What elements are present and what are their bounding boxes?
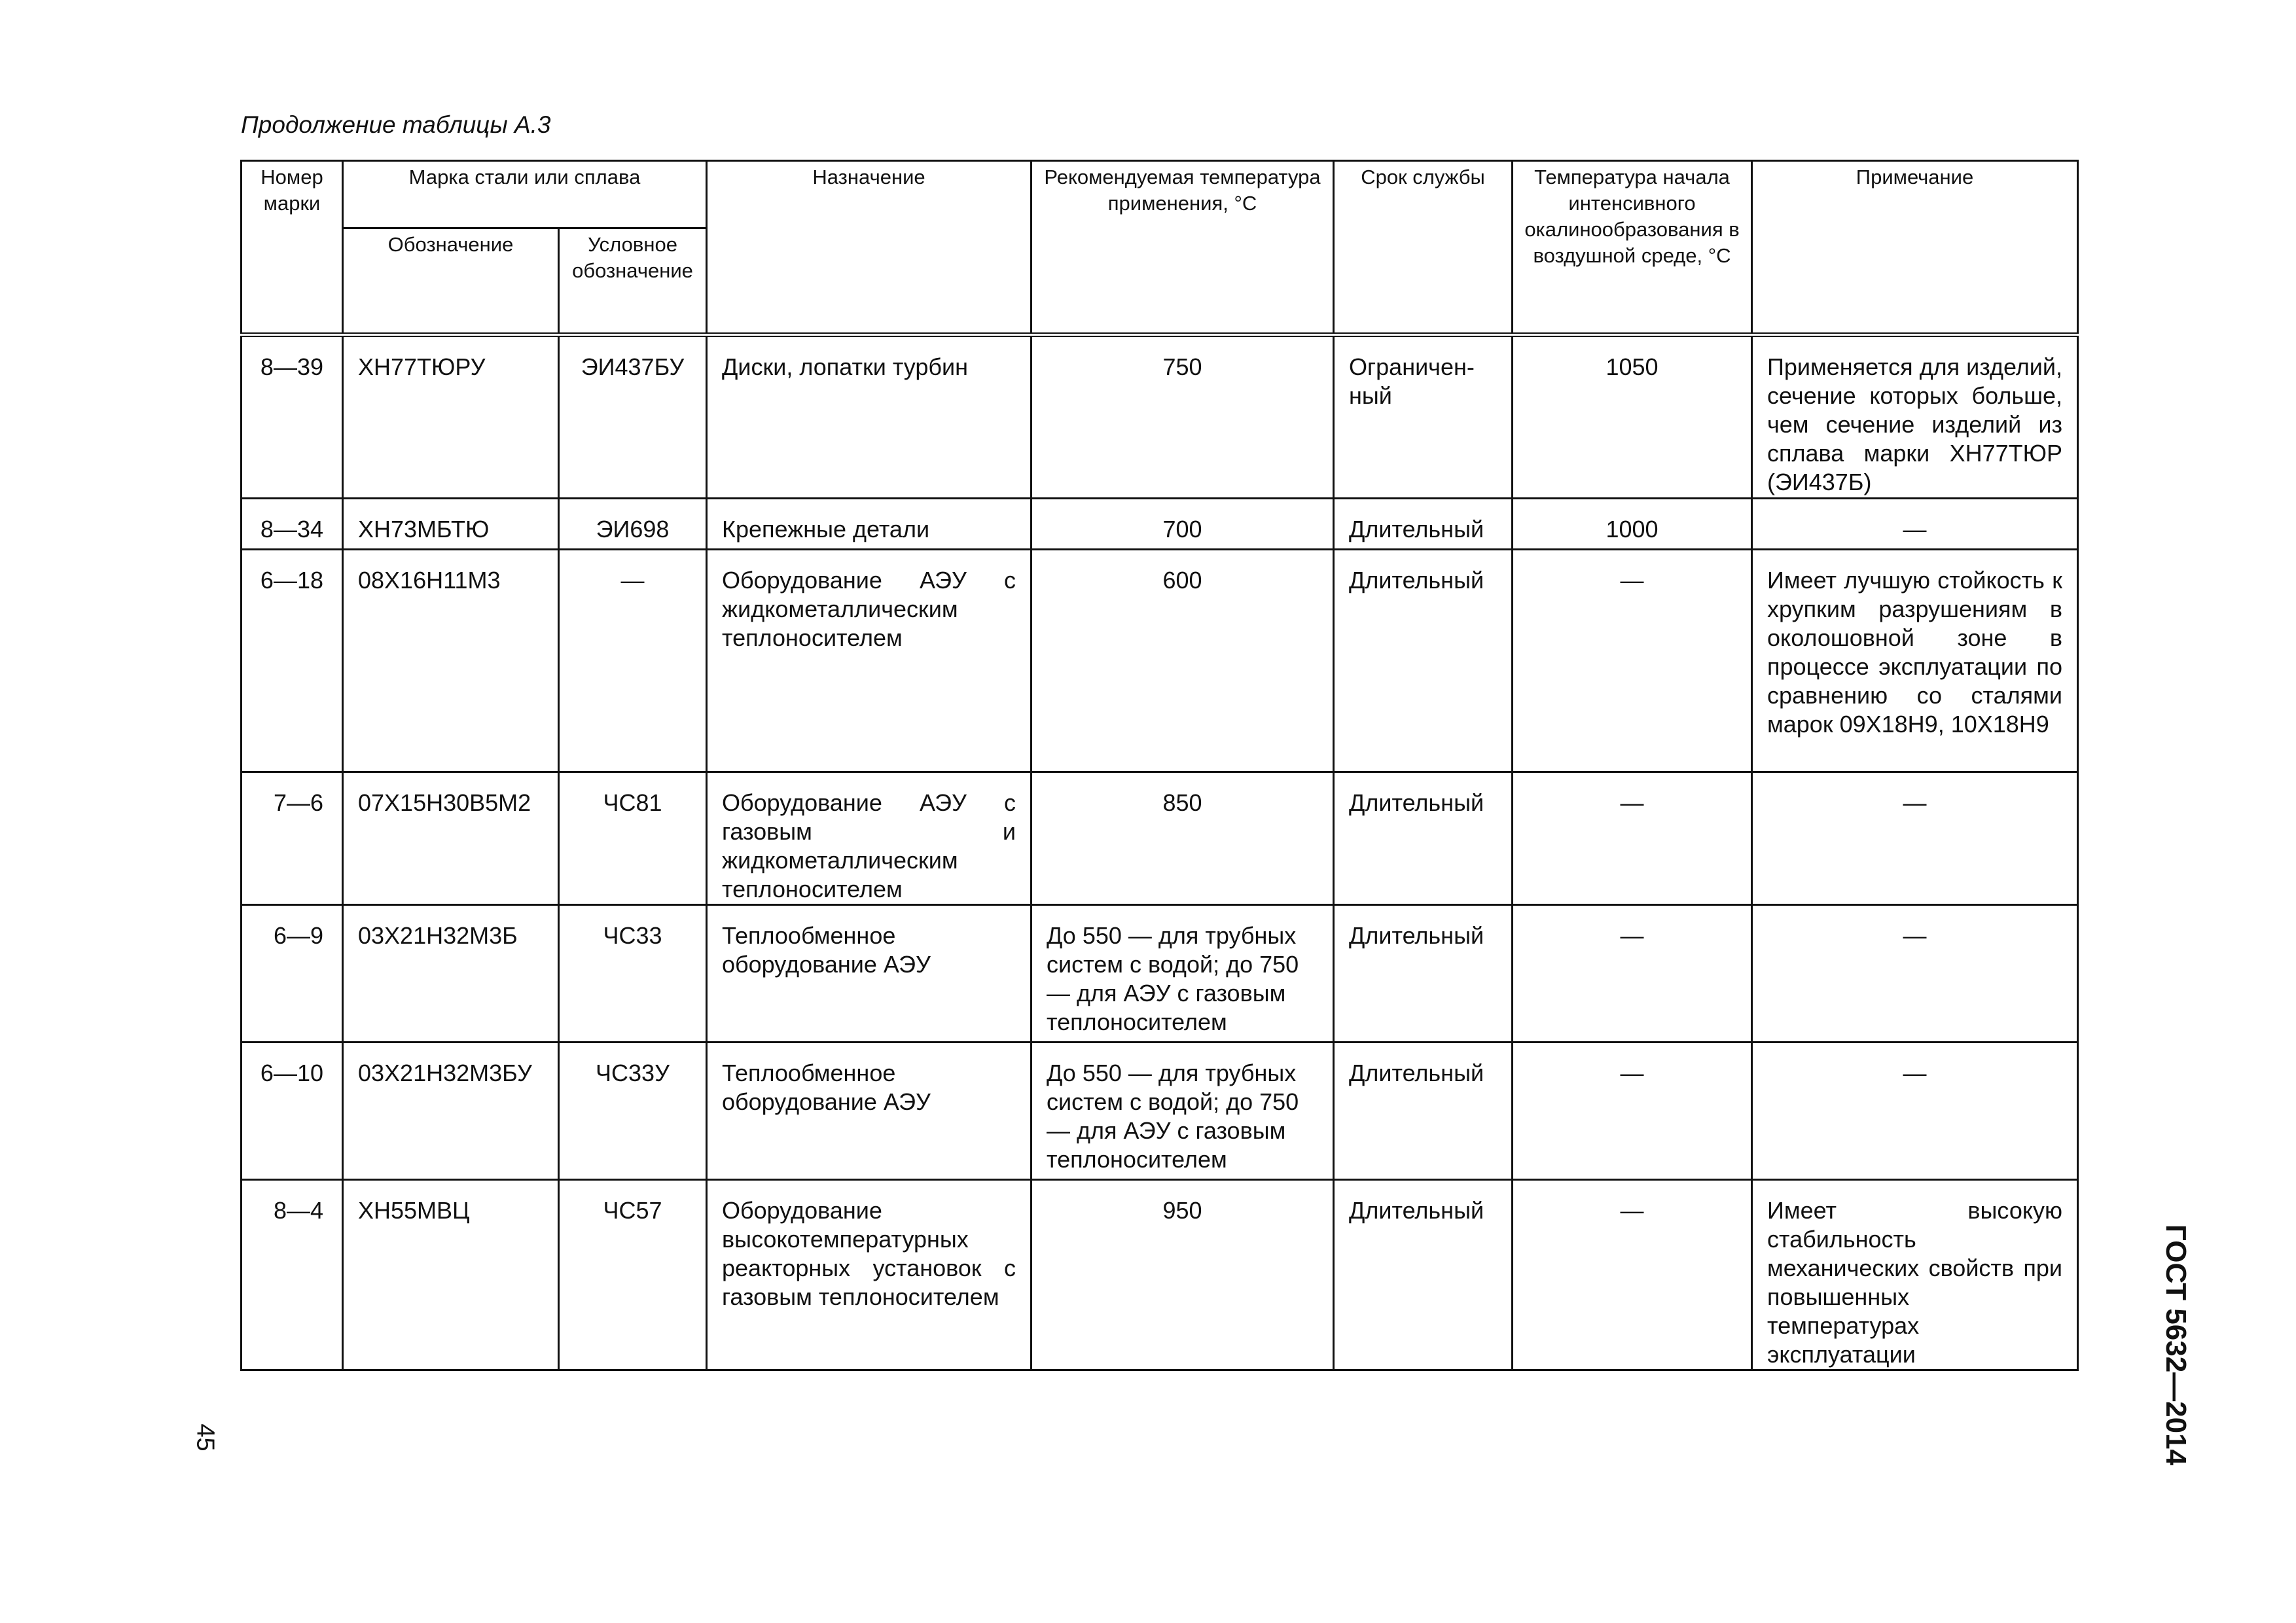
header-number: Номер марки <box>242 161 343 335</box>
cell-purpose: Оборудование АЭУ с газовым и жидкометаллическим теплоносителем <box>707 772 1031 905</box>
cell-service-life: Ограничен-ный <box>1334 335 1513 499</box>
cell-temperature: 700 <box>1031 499 1334 550</box>
table-row <box>242 335 2078 499</box>
cell-service-life: Длительный <box>1334 1180 1513 1370</box>
cell-number: 6—9 <box>242 905 343 1043</box>
header-conventional: Условное обозначение <box>559 228 707 335</box>
table-row <box>242 1180 2078 1370</box>
cell-purpose: Оборудование АЭУ с жидкометаллическим теплоносителем <box>707 550 1031 772</box>
standard-code: ГОСТ 5632—2014 <box>2160 1224 2193 1466</box>
header-temperature: Рекомендуемая температура применения, °С <box>1031 161 1334 335</box>
header-service-life: Срок службы <box>1334 161 1513 335</box>
cell-note: — <box>1752 905 2078 1043</box>
cell-service-life: Длительный <box>1334 772 1513 905</box>
cell-purpose: Диски, лопатки турбин <box>707 335 1031 499</box>
cell-temperature: 750 <box>1031 335 1334 499</box>
cell-designation: 03Х21Н32М3Б <box>343 905 559 1043</box>
cell-service-life: Длительный <box>1334 550 1513 772</box>
cell-note: — <box>1752 772 2078 905</box>
cell-temperature: 600 <box>1031 550 1334 772</box>
cell-note: — <box>1752 499 2078 550</box>
cell-number: 6—10 <box>242 1043 343 1180</box>
cell-scaling-temp: — <box>1513 1043 1752 1180</box>
cell-service-life: Длительный <box>1334 1043 1513 1180</box>
cell-number: 8—39 <box>242 335 343 499</box>
cell-service-life: Длительный <box>1334 905 1513 1043</box>
cell-temperature: До 550 — для трубных систем с водой; до 750 — для АЭУ с газовым теплоносителем <box>1031 905 1334 1043</box>
steel-grades-table <box>240 160 2079 1371</box>
cell-designation: 08Х16Н11М3 <box>343 550 559 772</box>
table-caption: Продолжение таблицы А.3 <box>241 111 551 138</box>
cell-note: Имеет лучшую стойкость к хрупким разрушениям в околошовной зоне в процессе эксплуатации по сравнению со сталями марок 09Х18Н9, 10Х18Н9 <box>1752 550 2078 772</box>
cell-note: Применяется для изделий, сечение которых больше, чем сечение изделий из сплава марки ХН77ТЮР (ЭИ437Б) <box>1752 335 2078 499</box>
table-row <box>242 499 2078 550</box>
table-row <box>242 550 2078 772</box>
cell-scaling-temp: 1050 <box>1513 335 1752 499</box>
cell-number: 8—34 <box>242 499 343 550</box>
cell-scaling-temp: — <box>1513 1180 1752 1370</box>
cell-scaling-temp: 1000 <box>1513 499 1752 550</box>
cell-conventional: ЧС33У <box>559 1043 707 1180</box>
table-row <box>242 905 2078 1043</box>
cell-number: 7—6 <box>242 772 343 905</box>
cell-conventional: ЭИ437БУ <box>559 335 707 499</box>
cell-conventional: ЧС57 <box>559 1180 707 1370</box>
cell-purpose: Крепежные детали <box>707 499 1031 550</box>
cell-scaling-temp: — <box>1513 905 1752 1043</box>
cell-purpose: Оборудование высокотемпературных реакторных установок с газовым теплоносителем <box>707 1180 1031 1370</box>
table-row <box>242 772 2078 905</box>
table-row <box>242 1043 2078 1180</box>
cell-scaling-temp: — <box>1513 550 1752 772</box>
cell-temperature: 950 <box>1031 1180 1334 1370</box>
cell-number: 8—4 <box>242 1180 343 1370</box>
page-number: 45 <box>191 1423 219 1452</box>
cell-purpose: Теплообменное оборудование АЭУ <box>707 905 1031 1043</box>
cell-service-life: Длительный <box>1334 499 1513 550</box>
cell-conventional: ЭИ698 <box>559 499 707 550</box>
cell-temperature: 850 <box>1031 772 1334 905</box>
header-designation: Обозначение <box>343 228 559 335</box>
cell-conventional: ЧС81 <box>559 772 707 905</box>
cell-conventional: — <box>559 550 707 772</box>
cell-number: 6—18 <box>242 550 343 772</box>
cell-designation: ХН77ТЮРУ <box>343 335 559 499</box>
cell-note: — <box>1752 1043 2078 1180</box>
header-grade-group: Марка стали или сплава <box>343 161 707 228</box>
cell-designation: ХН55МВЦ <box>343 1180 559 1370</box>
header-scaling-temp: Температура начала интенсивного окалинообразования в воздушной среде, °С <box>1513 161 1752 335</box>
header-note: Примечание <box>1752 161 2078 335</box>
cell-designation: 03Х21Н32М3БУ <box>343 1043 559 1180</box>
cell-purpose: Теплообменное оборудование АЭУ <box>707 1043 1031 1180</box>
cell-temperature: До 550 — для трубных систем с водой; до 750 — для АЭУ с газовым теплоносителем <box>1031 1043 1334 1180</box>
cell-designation: 07Х15Н30В5М2 <box>343 772 559 905</box>
header-purpose: Назначение <box>707 161 1031 335</box>
cell-conventional: ЧС33 <box>559 905 707 1043</box>
cell-scaling-temp: — <box>1513 772 1752 905</box>
cell-designation: ХН73МБТЮ <box>343 499 559 550</box>
cell-note: Имеет высокую стабильность механических свойств при повышенных температурах эксплуатации <box>1752 1180 2078 1370</box>
